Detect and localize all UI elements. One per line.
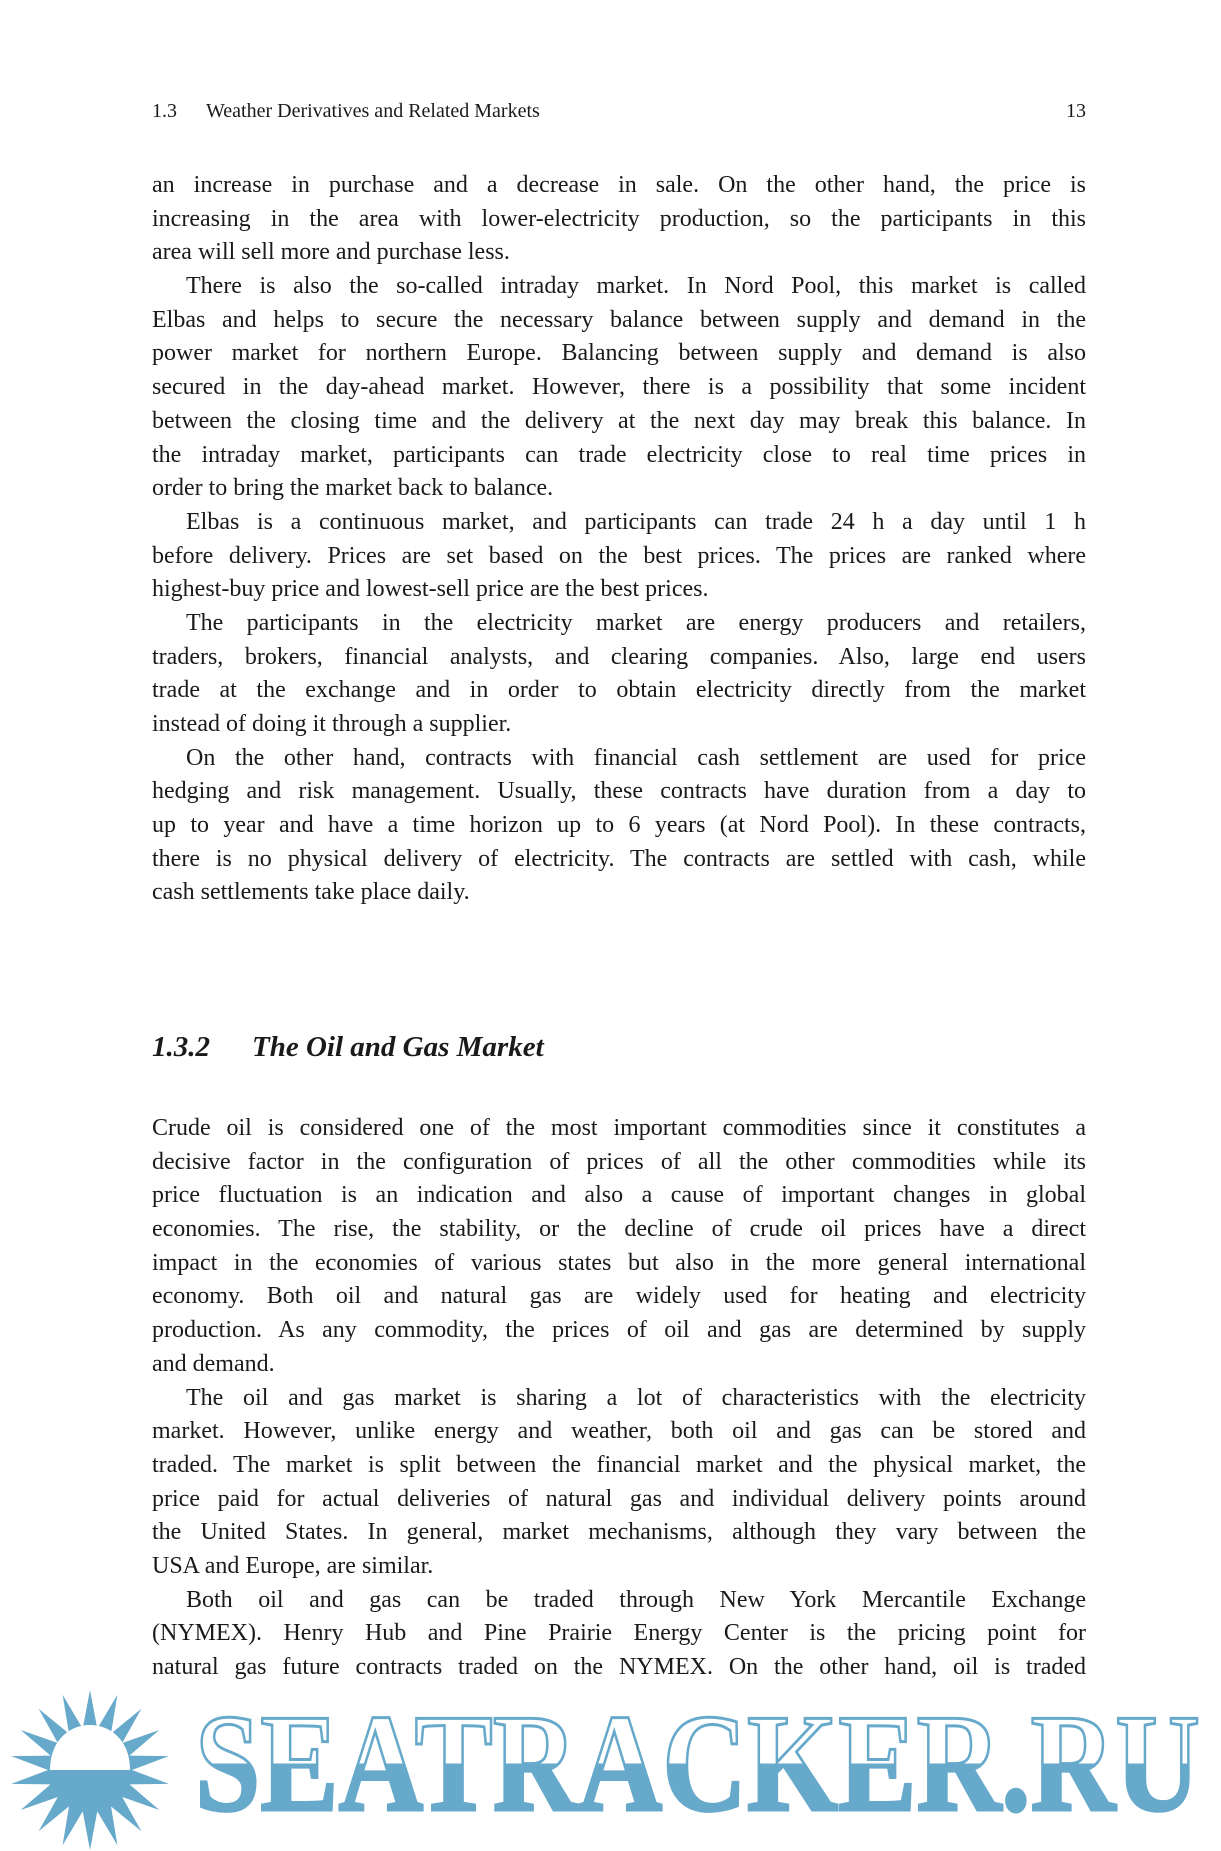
subsection-heading (152, 1029, 544, 1065)
text-line: USA and Europe, are similar. (152, 1552, 434, 1579)
page-number: 13 (1066, 100, 1086, 122)
text-line: before delivery. Prices are set based on the best prices. The prices are ranked where (152, 542, 1086, 569)
header-section-title: Weather Derivatives and Related Markets (206, 100, 540, 122)
text-line: increasing in the area with lower-electricity production, so the participants in this (152, 205, 1086, 232)
running-header (152, 98, 1086, 124)
text-line: traded. The market is split between the financial market and the physical market, the (152, 1451, 1086, 1478)
text-line: market. However, unlike energy and weather, both oil and gas can be stored and (152, 1418, 1086, 1445)
sun-icon (11, 1690, 169, 1850)
text-line: Crude oil is considered one of the most important commodities since it constitutes a (152, 1115, 1086, 1141)
text-line: up to year and have a time horizon up to 6 years (at Nord Pool). In these contracts, (152, 812, 1086, 839)
text-line: area will sell more and purchase less. (152, 239, 510, 266)
text-line: the intraday market, participants can trade electricity close to real time prices in (152, 441, 1086, 468)
text-line: order to bring the market back to balance. (152, 475, 554, 502)
text-line: and demand. (152, 1350, 275, 1377)
text-line: There is also the so-called intraday market. In Nord Pool, this market is called (186, 273, 1086, 300)
text-line: economy. Both oil and natural gas are widely used for heating and electricity (152, 1283, 1086, 1310)
text-line: the United States. In general, market mechanisms, although they vary between the (152, 1519, 1086, 1546)
subsection-title: The Oil and Gas Market (252, 1031, 544, 1063)
text-line: traders, brokers, financial analysts, and clearing companies. Also, large end users (152, 643, 1086, 670)
text-line: decisive factor in the configuration of prices of all the other commodities while its (152, 1148, 1086, 1175)
text-line: cash settlements take place daily. (152, 879, 470, 906)
text-line: trade at the exchange and in order to obtain electricity directly from the market (152, 677, 1086, 704)
text-line: price paid for actual deliveries of natural gas and individual delivery points around (152, 1485, 1086, 1512)
text-line: On the other hand, contracts with financial cash settlement are used for price (186, 744, 1086, 771)
text-line: (NYMEX). Henry Hub and Pine Prairie Energy Center is the pricing point for (152, 1620, 1086, 1647)
text-line: Elbas and helps to secure the necessary balance between supply and demand in the (152, 306, 1086, 333)
text-line: highest-buy price and lowest-sell price are the best prices. (152, 576, 709, 603)
text-line: Elbas is a continuous market, and participants can trade 24 h a day until 1 h (186, 508, 1086, 535)
text-line: an increase in purchase and a decrease in sale. On the other hand, the price is (152, 172, 1086, 198)
watermark-text: SEATRACKER.RU (195, 1690, 1200, 1841)
text-line: The oil and gas market is sharing a lot of characteristics with the electricity (186, 1384, 1086, 1411)
body-text-top (152, 169, 1086, 910)
text-line: price fluctuation is an indication and also a cause of important changes in global (152, 1182, 1086, 1209)
text-line: power market for northern Europe. Balancing between supply and demand is also (152, 340, 1086, 367)
text-line: between the closing time and the delivery at the next day may break this balance. In (152, 407, 1086, 434)
text-line: hedging and risk management. Usually, these contracts have duration from a day to (152, 778, 1086, 805)
text-line: Both oil and gas can be traded through New York Mercantile Exchange (186, 1586, 1086, 1613)
text-line: natural gas future contracts traded on the NYMEX. On the other hand, oil is traded (152, 1654, 1086, 1680)
text-line: production. As any commodity, the prices of oil and gas are determined by supply (152, 1317, 1086, 1344)
text-line: economies. The rise, the stability, or the decline of crude oil prices have a direct (152, 1216, 1086, 1243)
watermark-logo (0, 1690, 1221, 1851)
header-section-number: 1.3 (152, 100, 177, 122)
text-line: instead of doing it through a supplier. (152, 711, 512, 737)
text-line: The participants in the electricity market are energy producers and retailers, (186, 609, 1086, 636)
text-line: there is no physical delivery of electricity. The contracts are settled with cash, while (152, 845, 1086, 872)
text-line: secured in the day-ahead market. However, there is a possibility that some incident (152, 374, 1086, 401)
body-text-bottom (152, 1112, 1086, 1685)
subsection-number: 1.3.2 (152, 1031, 210, 1063)
text-line: impact in the economies of various states but also in the more general international (152, 1249, 1086, 1276)
